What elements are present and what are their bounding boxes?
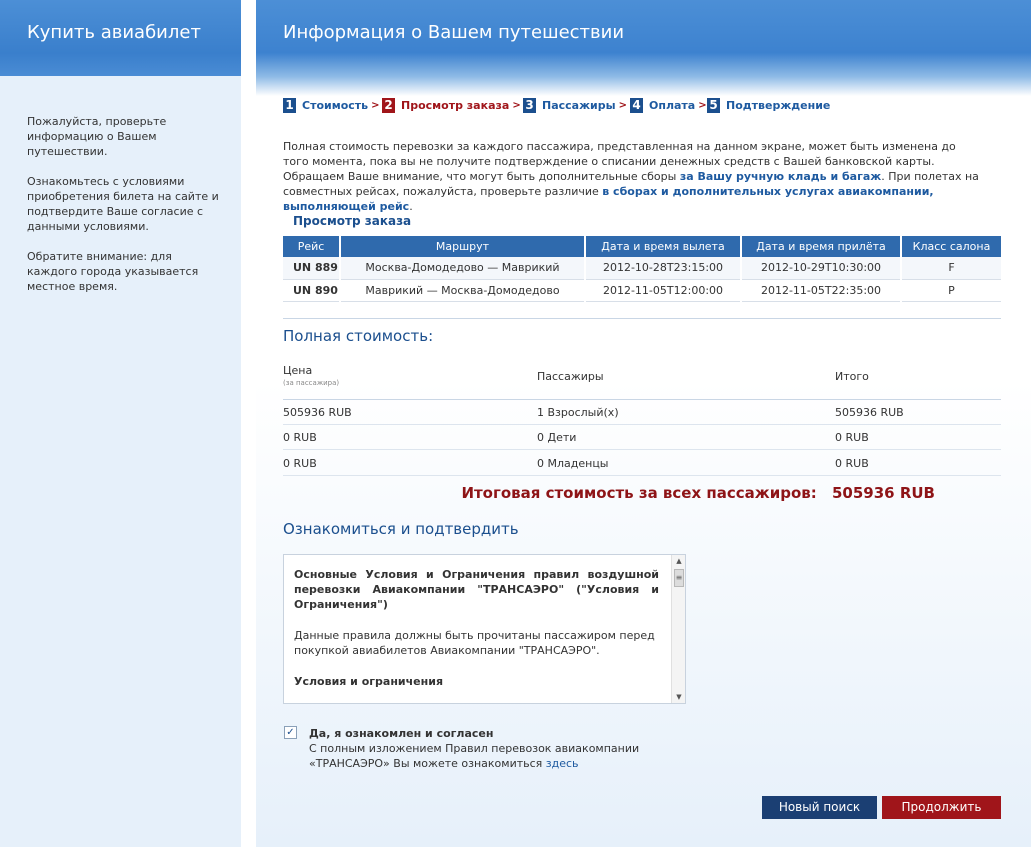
table-row	[283, 279, 1001, 301]
main-panel	[256, 0, 1031, 847]
passengers-column-header: Пассажиры	[537, 370, 604, 383]
cabin-class: P	[901, 279, 1001, 301]
sidebar-paragraph: Ознакомьтесь с условиями приобретения билета на сайте и подтвердите Ваше согласие с данными условиями.	[27, 175, 219, 233]
column-header: Класс салона	[901, 236, 1001, 257]
price-value: 505936 RUB	[283, 406, 352, 419]
sidebar-paragraph: Пожалуйста, проверьте информацию о Вашем путешествии.	[27, 115, 167, 158]
flights-table	[283, 236, 1001, 302]
terms-content	[284, 555, 685, 689]
departure-time: 2012-11-05T12:00:00	[585, 279, 741, 301]
step-passengers[interactable]	[523, 98, 627, 113]
column-header: Дата и время прилёта	[741, 236, 901, 257]
price-row-adults	[283, 400, 1001, 425]
pricing-title: Полная стоимость:	[283, 327, 434, 345]
agreement-text	[309, 726, 689, 771]
baggage-fees-link[interactable]: за Вашу ручную кладь и багаж	[679, 170, 882, 183]
step-number: 4	[630, 98, 643, 113]
table-header-row	[283, 236, 1001, 257]
arrival-time: 2012-10-29T10:30:00	[741, 257, 901, 279]
agree-checkbox[interactable]: ✓	[284, 726, 297, 739]
step-label: Оплата	[649, 99, 696, 112]
sidebar	[0, 0, 241, 847]
price-value: 0 RUB	[283, 457, 317, 470]
terms-scrollbar[interactable]	[671, 555, 685, 703]
notice-text: . При полетах на совместных рейсах, пожалуйста, проверьте различие	[283, 170, 979, 198]
passenger-count: 0 Дети	[537, 431, 577, 444]
flight-route: Маврикий — Москва-Домодедово	[340, 279, 585, 301]
terms-body: Данные правила должны быть прочитаны пассажиром перед покупкой авиабилетов Авиакомпании "ТРАНСАЭРО".	[294, 629, 655, 657]
table-row	[283, 257, 1001, 279]
total-column-header: Итого	[835, 370, 869, 383]
price-column-note: (за пассажира)	[283, 379, 340, 387]
order-review-title: Просмотр заказа	[293, 214, 412, 228]
step-number: 1	[283, 98, 296, 113]
step-number: 3	[523, 98, 536, 113]
price-row-infants	[283, 451, 1001, 476]
page-header	[256, 0, 1031, 96]
operating-carrier-fees-link[interactable]: в сборах и дополнительных услугах авиакомпании, выполняющей рейс	[283, 185, 934, 213]
column-header: Рейс	[283, 236, 340, 257]
rules-link[interactable]: здесь	[545, 757, 579, 770]
continue-button[interactable]: Продолжить	[882, 796, 1001, 819]
sidebar-paragraph: Обратите внимание: для каждого города указывается местное время.	[27, 250, 199, 293]
price-notice	[283, 139, 983, 214]
column-header: Дата и время вылета	[585, 236, 741, 257]
chevron-right-icon: >	[371, 100, 380, 111]
page-title: Информация о Вашем путешествии	[283, 22, 625, 43]
flight-route: Москва-Домодедово — Маврикий	[340, 257, 585, 279]
flight-number: UN 889	[283, 257, 340, 279]
agree-label[interactable]: Да, я ознакомлен и согласен	[309, 727, 494, 740]
price-column-header	[283, 364, 339, 387]
total-value: 0 RUB	[835, 457, 869, 470]
terms-heading: Основные Условия и Ограничения правил воздушной перевозки Авиакомпании "ТРАНСАЭРО" ("Условия и Ограничения")	[294, 568, 659, 611]
chevron-right-icon: >	[618, 100, 627, 111]
step-label: Пассажиры	[542, 99, 616, 112]
price-row-children	[283, 425, 1001, 450]
cabin-class: F	[901, 257, 1001, 279]
step-price[interactable]	[283, 98, 380, 113]
agreement-description: С полным изложением Правил перевозок авиакомпании «ТРАНСАЭРО» Вы можете ознакомиться	[309, 742, 640, 770]
step-number: 5	[707, 98, 720, 113]
total-value: 0 RUB	[835, 431, 869, 444]
step-label: Стоимость	[302, 99, 369, 112]
flight-number: UN 890	[283, 279, 340, 301]
grand-total-value: 505936 RUB	[831, 484, 935, 502]
step-label: Подтверждение	[726, 99, 831, 112]
step-number: 2	[382, 98, 395, 113]
step-label: Просмотр заказа	[401, 99, 510, 112]
terms-subheading: Условия и ограничения	[294, 675, 444, 688]
chevron-right-icon: >	[512, 100, 521, 111]
column-header: Маршрут	[340, 236, 585, 257]
sidebar-help	[0, 76, 241, 294]
grand-total	[461, 484, 935, 502]
terms-scroll-box[interactable]	[283, 554, 686, 704]
step-confirmation[interactable]	[707, 98, 830, 113]
new-search-button[interactable]: Новый поиск	[762, 796, 877, 819]
scroll-up-icon[interactable]: ▲	[676, 557, 682, 565]
price-column-label: Цена	[283, 364, 313, 377]
step-order-review[interactable]	[382, 98, 521, 113]
terms-title: Ознакомиться и подтвердить	[283, 520, 519, 538]
departure-time: 2012-10-28T23:15:00	[585, 257, 741, 279]
sidebar-title-text: Купить авиабилет	[27, 22, 201, 43]
chevron-right-icon: >	[698, 100, 707, 111]
grand-total-label: Итоговая стоимость за всех пассажиров:	[461, 484, 817, 502]
passenger-count: 1 Взрослый(x)	[537, 406, 619, 419]
total-value: 505936 RUB	[835, 406, 904, 419]
price-value: 0 RUB	[283, 431, 317, 444]
scroll-down-icon[interactable]: ▼	[676, 693, 682, 701]
arrival-time: 2012-11-05T22:35:00	[741, 279, 901, 301]
notice-text: .	[409, 200, 413, 213]
passenger-count: 0 Младенцы	[537, 457, 609, 470]
sidebar-title	[0, 0, 241, 76]
notice-text: Полная стоимость перевозки за каждого пассажира, представленная на данном экране, может быть изменена до того момента, пока вы не получите подтверждение о списании денежных средств с Вашей банковской карты. Обращаем Ваше внимание, что могут быть дополнительные сборы	[283, 140, 956, 183]
scroll-thumb[interactable]: ≡	[674, 569, 684, 587]
divider	[283, 318, 1001, 319]
step-payment[interactable]	[630, 98, 707, 113]
